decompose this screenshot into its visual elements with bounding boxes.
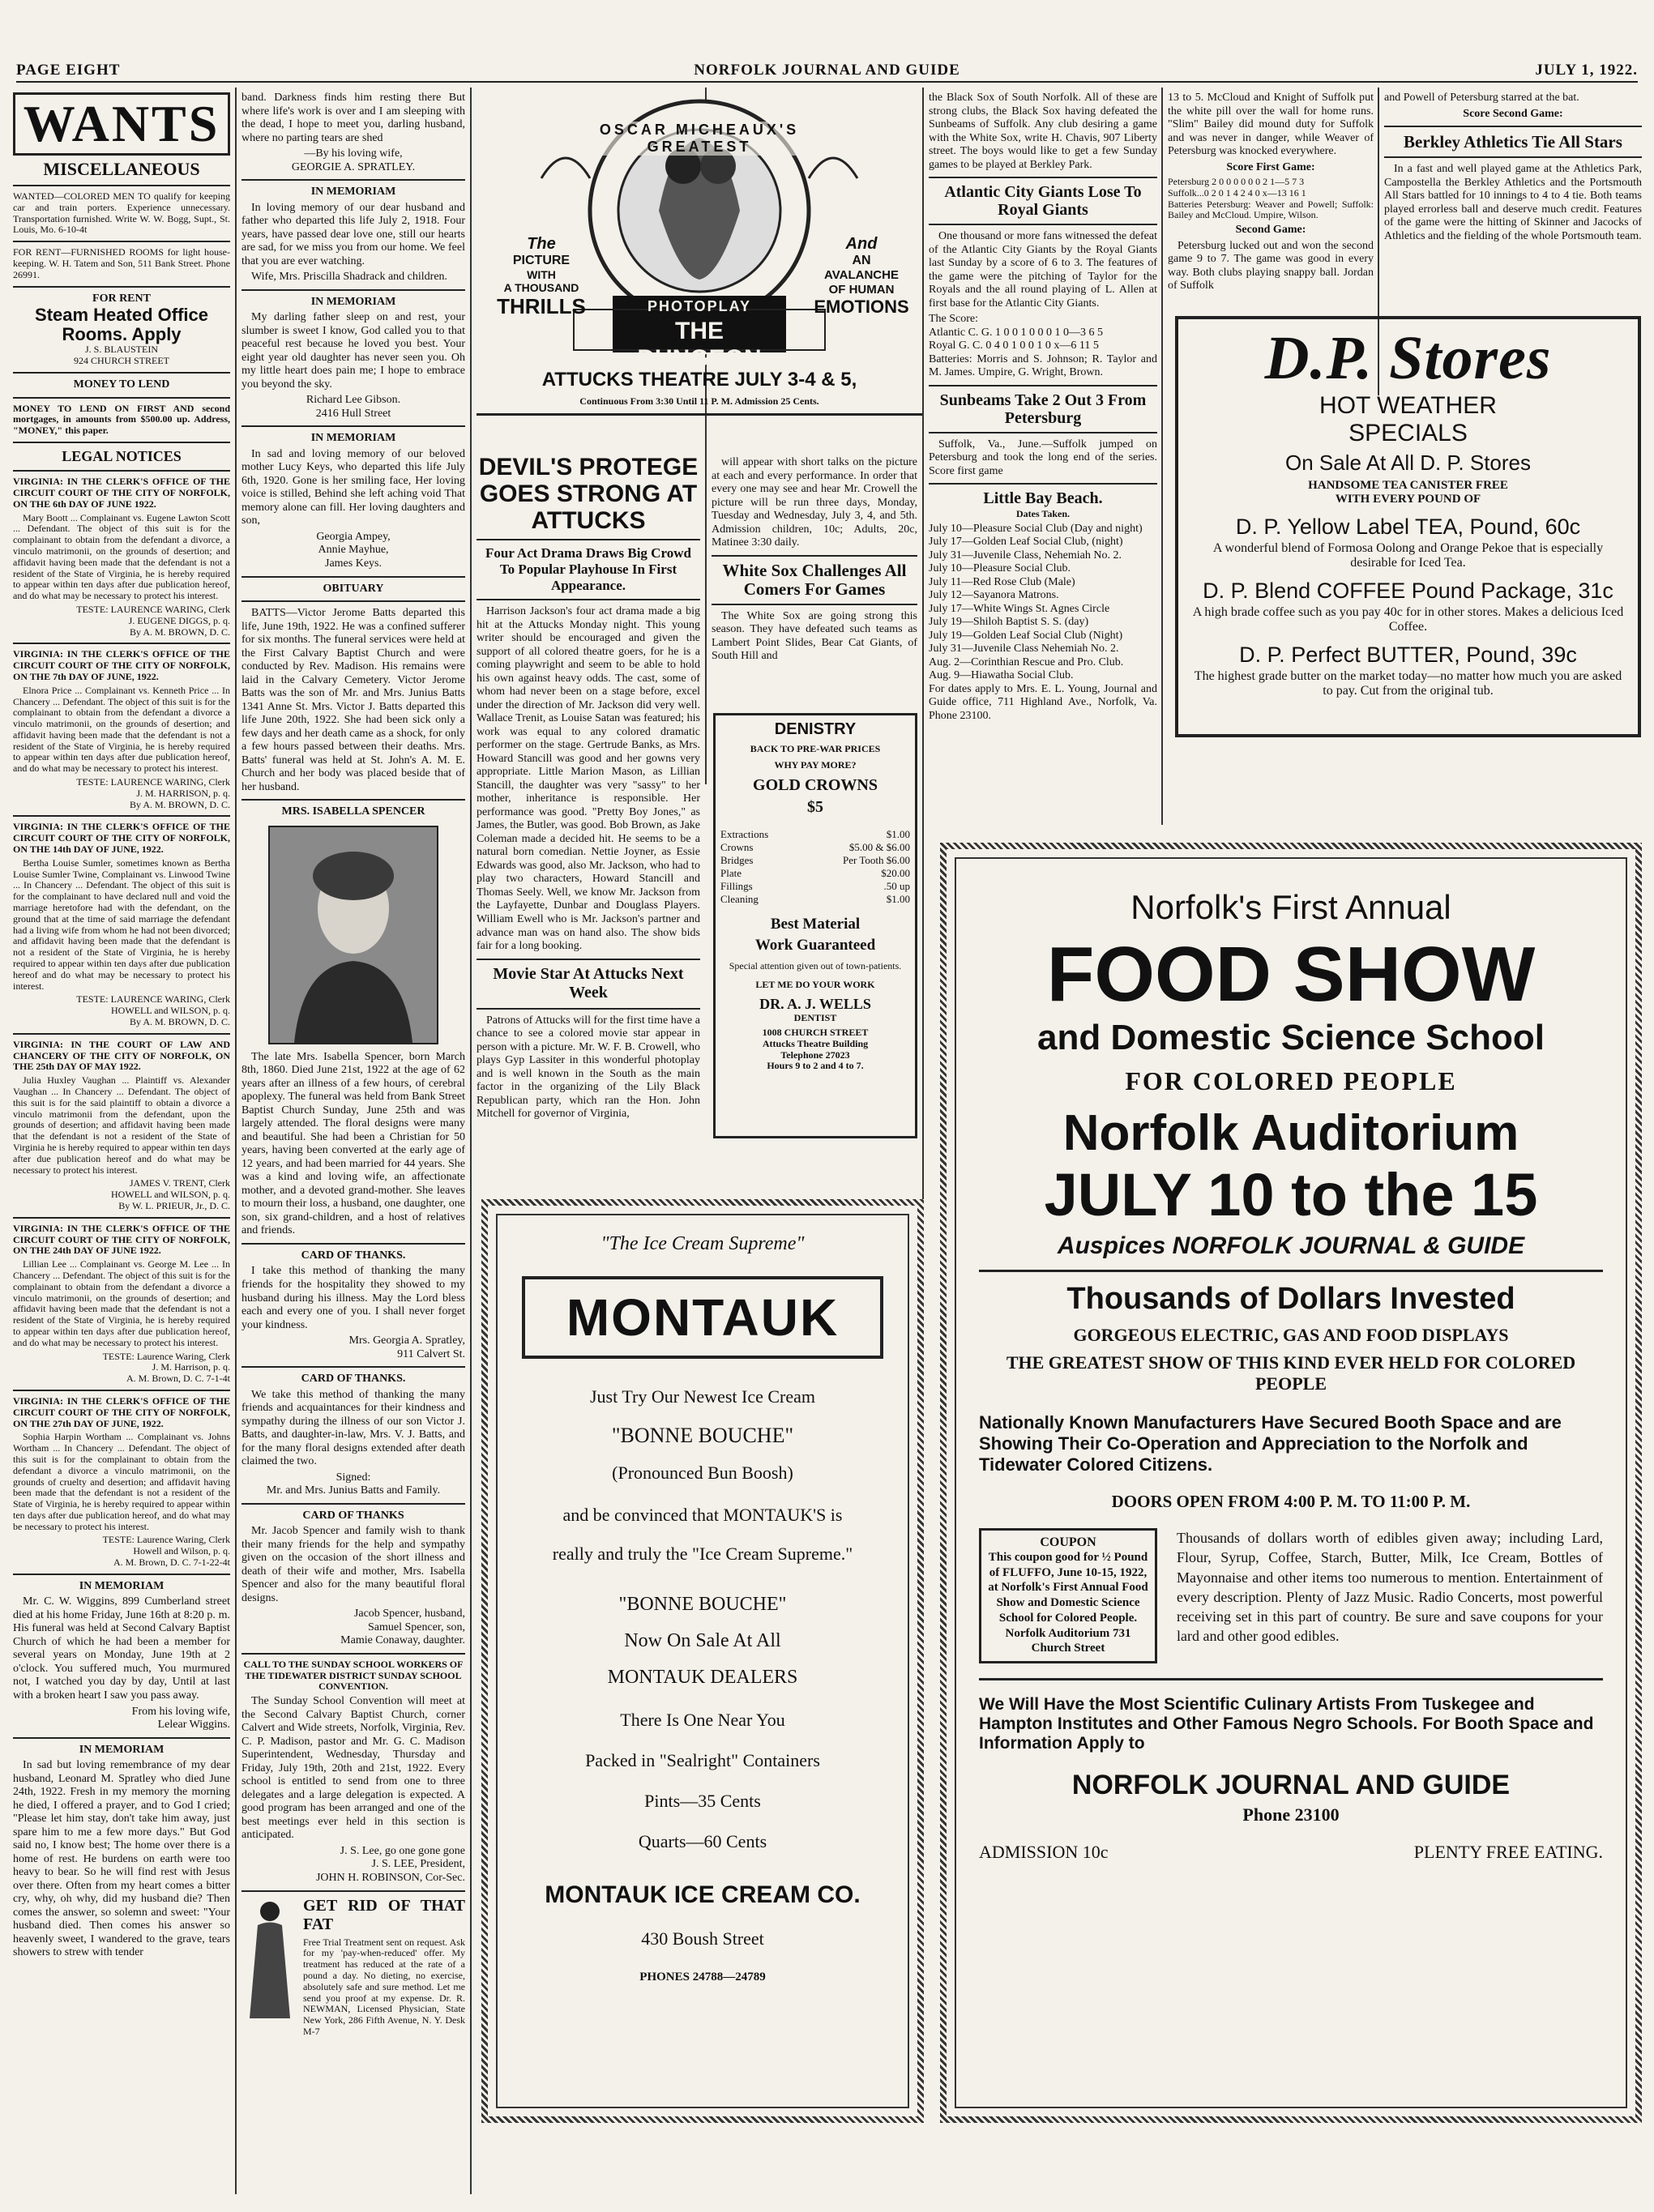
memoriam-text: In sad and loving memory of our beloved mother Lucy Keys, who departed this life July 6th, 1920. Gone is her smiling face, Her loving voice is stilled, Behind she left aching void That memory alone can fill. Her loving daughters and son, xyxy=(241,447,465,527)
theatre-dates: ATTUCKS THEATRE JULY 3-4 & 5, xyxy=(541,369,857,391)
memoriam-sig: From his loving wife, Lelear Wiggins. xyxy=(131,1705,230,1732)
column-sports-2 xyxy=(1168,89,1374,308)
legal-notice-head: VIRGINIA: IN THE CLERK'S OFFICE OF THE CIRCUIT COURT OF THE CITY OF NORFOLK, ON THE 6th DAY OF JUNE 1922. xyxy=(13,476,230,510)
memoriam-text: In loving memory of our dear husband and father who departed this life July 2, 1918. Four years, have passed dear love one, still our hearts are sad, for we miss you from our home. We feel that you are ever watching. xyxy=(241,201,465,267)
ad-line: DENTIST xyxy=(793,1012,837,1024)
coupon-row xyxy=(979,1528,1603,1663)
movie-poster xyxy=(477,89,922,450)
article-headline: DEVIL'S PROTEGE GOES STRONG AT ATTUCKS xyxy=(478,454,699,534)
card-sig: Jacob Spencer, husband, Samuel Spencer, son, Mamie Conaway, daughter. xyxy=(340,1608,465,1647)
poster-line: WITH xyxy=(527,268,556,282)
price-item: Extractions xyxy=(720,827,769,840)
ad-line: Now On Sale At All xyxy=(624,1630,781,1651)
coupon-heading: COUPON xyxy=(1040,1535,1096,1549)
column-theatre-cont xyxy=(712,454,917,713)
ad-heading: DENISTRY xyxy=(774,720,857,738)
column-obituaries xyxy=(241,89,465,2204)
event-list: July 10—Pleasure Social Club (Day and night) July 17—Golden Leaf Social Club, (night) July 31—Juvenile Class, Nehemiah No. 2. July 10—Pleasure Social Club. July 11—Red Rose Club (Male) July 12—Sayanora Matrons. July 17—White Wings St. Agnes Circle July 19—Shiloh Baptist S. S. (day) July 19—Golden Leaf Social Club (Night) July 31—Juvenile Class Nehemiah No. 2. Aug. 2—Corinthian Rescue and Pro. Club. Aug. 9—Hiawatha Social Club. For dates apply to Mrs. E. L. Young, Journal and Guide office, 711 Highland Ave., Norfolk, Va. Phone 23100. xyxy=(929,522,1157,722)
photoplay-label: PHOTOPLAY xyxy=(647,298,752,314)
dentist-ad xyxy=(713,713,917,1138)
card-text: Mr. Jacob Spencer and family wish to thank their many friends for the help and sympathy given on the occasion of the short illness and death of their wife and mother, Mrs. Isabella Spencer and also for the many beautiful floral designs. xyxy=(241,1525,465,1604)
article-text: In a fast and well played game at the Athletics Park, Campostella the Berkley Athletics and the Portsmouth All Stars battled for 10 innings to 4 to 4 tie. Both teams played errorless ball and deserve much credit. Features of the game were the hitting of Skinner and Jacocks of Athletics and the fielding of the whole Portsmouth team. xyxy=(1384,163,1642,242)
card-heading: CARD OF THANKS xyxy=(302,1509,404,1522)
memoriam-text: My darling father sleep on and rest, your slumber is sweet I know, God called you to that peaceful rest because he loved you best. Your eight year old daughter has never seen you. Oh my little heart does pain me; I hope to embrace you beyond the sky. xyxy=(241,311,465,391)
article-headline: Little Bay Beach. xyxy=(983,489,1103,508)
ad-line: MONTAUK DEALERS xyxy=(607,1667,798,1688)
legal-notice-sig: JAMES V. TRENT, Clerk HOWELL and WILSON, p. q. By W. L. PRIEUR, Jr., D. C. xyxy=(111,1177,230,1211)
product-desc: The highest grade butter on the market today—no matter how much you are asked to pay. Cut from the original tub. xyxy=(1194,669,1622,698)
price-row xyxy=(720,893,910,906)
card-sig: Signed: Mr. and Mrs. Junius Batts and Family. xyxy=(266,1471,441,1497)
event-dates: JULY 10 to the 15 xyxy=(1044,1160,1538,1228)
legal-notice-sig: TESTE: LAURENCE WARING, Clerk J. M. HARRISON, p. q. By A. M. BROWN, D. C. xyxy=(76,776,230,810)
event-title: FOOD SHOW xyxy=(1046,931,1536,1018)
legal-notice: Lillian Lee ... Complainant vs. George M. Lee ... In Chancery ... Defendant. The object of this suit is for the complainant to obtain from the defendant a divorce a vinculo matrimonii, on the grounds of desertion; and affidavit having been made that the defendant is not a resident of the State of Virginia, he is hereby required to appear within ten days after due publication hereof, and do what may be necessary to protect his interest. xyxy=(13,1258,230,1348)
ad-line: DR. A. J. WELLS xyxy=(759,996,871,1013)
poster-line: THRILLS xyxy=(497,293,586,318)
ad-line: Phone 23100 xyxy=(1242,1804,1340,1826)
legal-notice-sig: TESTE: LAURENCE WARING, Clerk HOWELL and WILSON, p. q. By A. M. BROWN, D. C. xyxy=(76,993,230,1028)
column-rule xyxy=(922,88,924,1238)
obituary-text: BATTS—Victor Jerome Batts departed this life, June 19th, 1922. He was a confined sufferer for six months. The funeral services were held at the First Calvary Baptist Church and were conducted by Rev. Madison. His remains were laid in the Calvary Cemetery. Victor Jerome Batts was the son of Mr. and Mrs. Junius Batts 1341 Anne St. Mrs. Victor J. Batts departed this life June 20th, 1922. She had been sick only a few days and her death came as a shock, for only a few hours passed between their deaths. Mrs. Batts' funeral was held at St. John's A. M. E. Church and her body was placed beside that of her husband. xyxy=(241,607,465,793)
card-sig: Mrs. Georgia A. Spratley, 911 Calvert St. xyxy=(348,1334,465,1360)
ad-line: (Pronounced Bun Boosh) xyxy=(612,1463,793,1483)
classified-ad: MONEY TO LEND ON FIRST AND second mortgages, in amounts from $500.00 up. Address, "MONEY," this paper. xyxy=(13,402,230,437)
ad-line: BACK TO PRE-WAR PRICES xyxy=(750,743,881,754)
column-sports-3 xyxy=(1384,89,1642,308)
memoriam-heading: IN MEMORIAM xyxy=(79,1579,165,1592)
paper-name: NORFOLK JOURNAL AND GUIDE xyxy=(694,62,960,79)
masthead xyxy=(16,60,1638,83)
article-headline: Atlantic City Giants Lose To Royal Giants xyxy=(944,183,1142,220)
classified-ad-title: Steam Heated Office Rooms. Apply xyxy=(35,305,208,345)
memoriam-text: Mr. C. W. Wiggins, 899 Cumberland street died at his home Friday, June 16th at 8:20 p. m. His funeral was held at Second Calvary Baptist Church of which he had been a member for several years on Monday, June 19th at 2 o'clock. You suffered much, You murmured not, I watched you day by day, Until at last with a broken heart I saw you pass away. xyxy=(13,1595,230,1702)
box-score: Petersburg 2 0 0 0 0 0 0 2 1—5 7 3 Suffolk...0 2 0 1 4 2 4 0 x—13 16 1 Batteries Petersburg: Weaver and Powell; Suffolk: Bailey and McCloud. Umpire, Wilson. xyxy=(1168,176,1374,221)
score-heading: Score First Game: xyxy=(1226,160,1315,173)
card-text: I take this method of thanking the many friends for the hospitality they showed to my husband during his illness. May the Lord bless each and every one of you. I shall never forget your kindness. xyxy=(241,1265,465,1331)
score-heading: Score Second Game: xyxy=(1463,107,1563,120)
memoriam-sig: Georgia Ampey, Annie Mayhue, James Keys. xyxy=(316,530,391,570)
article-text: The White Sox are going strong this season. They have defeated such teams as Lambert Point Slides, Bear Cat Giants, of South Hill and xyxy=(712,609,917,663)
ad-line: Thousands of Dollars Invested xyxy=(1066,1281,1515,1316)
ad-line: "BONNE BOUCHE" xyxy=(611,1424,794,1447)
card-heading: CARD OF THANKS. xyxy=(301,1249,406,1262)
poster-line: AVALANCHE xyxy=(824,268,899,283)
legal-notice: Bertha Louise Sumler, sometimes known as Bertha Louise Sumler Twine, Complainant vs. Linwood Twine ... In Chancery ... Defendant. The object of this suit is for the complainant to have declared null and void the marriage heretofore had with the defendant, on the ground that at the time of said marriage the defendant had a living wife from whom he had not been divorced; and affidavit having been made that the defendant is not a resident of the State of Virginia, he is hereby required to appear within ten days after due publication hereof and do what may be necessary to protect his interest. xyxy=(13,856,230,992)
price-table xyxy=(720,828,910,906)
price-item: Crowns xyxy=(720,840,754,853)
ad-line: We Will Have the Most Scientific Culinary Artists From Tuskegee and Hampton Institutes and Other Famous Negro Schools. For Booth Space and Information Apply to xyxy=(979,1695,1594,1753)
section-heading: MONEY TO LEND xyxy=(73,378,170,391)
price-value: Per Tooth $6.00 xyxy=(843,853,910,866)
portrait-photo xyxy=(268,826,438,1044)
ad-heading: GET RID OF THAT FAT xyxy=(303,1896,465,1934)
column-rule xyxy=(1161,88,1163,825)
coupon-text: This coupon good for ½ Pound of FLUFFO, June 10-15, 1922, at Norfolk's First Annual Food Show and Domestic Science School for Colored People. Norfolk Auditorium 731 Church Street xyxy=(988,1550,1148,1655)
free-eating: PLENTY FREE EATING. xyxy=(1413,1842,1603,1863)
column-sports xyxy=(929,89,1157,737)
poem-text: band. Darkness finds him resting there But where life's work is over and I am sleeping with the dead, I hope to meet you, darling husband, where no parting tears are shed xyxy=(241,92,465,144)
ad-line: Just Try Our Newest Ice Cream xyxy=(589,1386,816,1407)
legal-notice-head: VIRGINIA: IN THE CLERK'S OFFICE OF THE CIRCUIT COURT OF THE CITY OF NORFOLK, ON THE 14th DAY OF JUNE, 1922. xyxy=(13,821,230,856)
food-show-ad xyxy=(940,843,1642,2123)
ad-line: HANDSOME TEA CANISTER FREE xyxy=(1308,479,1508,492)
admission: ADMISSION 10c xyxy=(979,1842,1109,1863)
poster-right-text xyxy=(809,235,914,317)
column-rule xyxy=(470,88,472,2194)
giveaway-text: Thousands of dollars worth of edibles given away; including Lard, Flour, Syrup, Coffee, Starch, Butter, Milk, Ice Cream, Bottles of Mayonnaise and other items too numerous to mention. Entertainment of every description. Plenty of Jazz Music. Radio Concerts, most powerful receiving set in this part of country. Be sure and save coupons for your lard and other good edibles. xyxy=(1177,1529,1603,1645)
article-text: will appear with short talks on the picture at each and every performance. In order that every one may see and hear Mr. Crowell the picture will be run three days, Monday, Tuesday and Wednesday, July 3, 4, and 5th. Admission children, 10c; Adults, 20c, Matinee 3:30 daily. xyxy=(712,456,917,549)
ad-line: GOLD CROWNS xyxy=(753,775,878,794)
legal-notice: Julia Huxley Vaughan ... Plaintiff vs. Alexander Vaughan ... In Chancery ... Defendant. The object of this suit is for the said plaintiff to obtain a divorce a vinculo matrimonii from the defendant, upon the grounds of desertion; and affidavit having been made that the defendant is not a resident of the State of Virginia he is hereby required to appear within ten days after due publication hereof and do what may be necessary to protect his interest. xyxy=(13,1074,230,1176)
price-item: Fillings xyxy=(720,879,753,892)
score-heading: Second Game: xyxy=(1235,224,1306,237)
section-heading: LEGAL NOTICES xyxy=(62,447,182,464)
dp-logo: D.P. Stores xyxy=(1264,324,1552,392)
poster-line: A THOUSAND xyxy=(503,281,579,295)
legal-notice-sig: TESTE: Laurence Waring, Clerk Howell and Wilson, p. q. A. M. Brown, D. C. 7-1-22-4t xyxy=(102,1534,230,1569)
memoriam-text: In sad but loving remembrance of my dear husband, Leonard M. Spratley who died June 24th, 1922. Fresh in my memory the morning he died, I offered a prayer, and to God I cried; "Please let him stay, don't take him away, just spare him to me a few more days." But God said no, I know best; The home over there is a home of rest. He burdens on earth were too heavy to bear. So he will find rest with Jesus over there. Often from my heart comes a bitter cry, why, oh why, did my husband die? Then comes the answer, so solemn and sweet: "Your husband died. Then comes his answer so heavenly sweet, I wandered to the grave, tears showers to strew with tender xyxy=(13,1759,230,1959)
ad-line: LET ME DO YOUR WORK xyxy=(755,979,875,991)
ad-line: Norfolk's First Annual xyxy=(1130,888,1451,926)
column-theatre-article xyxy=(477,454,700,1199)
classified-ad: FOR RENT—FURNISHED ROOMS for light house-keeping. W. H. Tatem and Son, 511 Bank Street. Phone 26991. xyxy=(13,246,230,280)
article-text: 13 to 5. McCloud and Knight of Suffolk put the white pill over the wall for home runs. "Slim" Bailey did mound duty for Suffolk and was never in danger, while Weaver of Petersburg was knocked everywhere. xyxy=(1168,92,1374,158)
article-text: Patrons of Attucks will for the first time have a chance to see a colored movie star appear in person with a picture. Mr. W. F. B. Crowell, who plays Gyp Lassiter in this wonderful photoplay and is well known in the South as the main factor in the organizing of the Lily Black Republican party, which ran the Hon. John Mitchell for governor of Virginia, xyxy=(477,1014,700,1121)
legal-notice: Elnora Price ... Complainant vs. Kenneth Price ... In Chancery ... Defendant. The object of this suit is for the complainant to obtain from the defendant a divorce a vinculo matrimonii, on the grounds of desertion; and affidavit having been made that the defendant is not a resident of the State of Virginia, he is hereby required to appear within ten days after due publication hereof, and do what may be necessary to protect his interest. xyxy=(13,684,230,775)
article-text: Petersburg lucked out and won the second game 9 to 7. The game was good in every way. Both clubs playing snappy ball. Jordan of Suffolk xyxy=(1168,239,1374,293)
section-heading: FOR RENT xyxy=(92,292,151,305)
poster-line: OF HUMAN xyxy=(828,282,895,297)
classified-ad: WANTED—COLORED MEN TO qualify for keeping car and train porters. Experience unnecessary. Transportation furnished. Write W. W. Bogg, Supt., St. Louis, Mo. 6-10-4t xyxy=(13,190,230,236)
article-text: and Powell of Petersburg starred at the bat. xyxy=(1384,92,1579,104)
photo-caption: MRS. ISABELLA SPENCER xyxy=(281,805,425,818)
price-row xyxy=(720,867,910,880)
card-text: We take this method of thanking the many friends and acquaintances for their kindness and sympathy during the illness of our son Victor J. Batts, and daughter-in-law, Mrs. V. J. Batts, and for the many floral designs extended after death claimed the two. xyxy=(241,1388,465,1468)
legal-notice-sig: TESTE: Laurence Waring, Clerk J. M. Harrison, p. q. A. M. Brown, D. C. 7-1-4t xyxy=(102,1350,230,1385)
notice-heading: CALL TO THE SUNDAY SCHOOL WORKERS OF THE TIDEWATER DISTRICT SUNDAY SCHOOL CONVENTION. xyxy=(243,1658,464,1693)
price-row xyxy=(720,880,910,893)
product-line: D. P. Blend COFFEE Pound Package, 31c xyxy=(1203,579,1613,603)
dp-stores-ad xyxy=(1175,316,1641,737)
legal-notice-head: VIRGINIA: IN THE CLERK'S OFFICE OF THE CIRCUIT COURT OF THE CITY OF NORFOLK, ON THE 7th DAY OF JUNE, 1922. xyxy=(13,648,230,682)
classified-ad: J. S. BLAUSTEIN 924 CHURCH STREET xyxy=(73,344,169,367)
woman-figure-icon xyxy=(241,1897,298,2018)
poster-line: And xyxy=(845,235,878,253)
ad-line: HOT WEATHER xyxy=(1319,392,1497,419)
product-desc: A wonderful blend of Formosa Oolong and Orange Pekoe that is especially desirable for Iced Tea. xyxy=(1212,541,1604,570)
ad-line: NORFOLK JOURNAL AND GUIDE xyxy=(1071,1770,1511,1801)
ad-line: Best Material xyxy=(770,915,861,933)
ad-line: SPECIALS xyxy=(1348,420,1468,446)
ad-line: DOORS OPEN FROM 4:00 P. M. TO 11:00 P. M. xyxy=(1111,1491,1471,1511)
article-subhead: Four Act Drama Draws Big Crowd To Popular Playhouse In First Appearance. xyxy=(485,545,691,594)
ad-line: Nationally Known Manufacturers Have Secured Booth Space and are Showing Their Co-Operation and Appreciation to the Norfolk and Tidewater Colored Citizens. xyxy=(979,1411,1562,1475)
ad-line: and be convinced that MONTAUK'S is xyxy=(562,1505,843,1525)
price-item: Cleaning xyxy=(720,892,759,905)
column-rule xyxy=(235,88,237,2194)
memoriam-sig: Richard Lee Gibson. 2416 Hull Street xyxy=(306,394,401,420)
ad-line: Work Guaranteed xyxy=(754,936,876,954)
legal-notice-head: VIRGINIA: IN THE CLERK'S OFFICE OF THE CIRCUIT COURT OF THE CITY OF NORFOLK, ON THE 27th DAY OF JUNE, 1922. xyxy=(13,1394,230,1429)
ad-footer xyxy=(979,1842,1603,1863)
wants-heading: WANTS xyxy=(23,95,220,152)
poster-line: EMOTIONS xyxy=(814,296,909,317)
price-item: Bridges xyxy=(720,853,754,866)
price-value: .50 up xyxy=(883,879,910,892)
memoriam-heading: IN MEMORIAM xyxy=(310,295,396,308)
ad-text: Free Trial Treatment sent on request. Ask for my 'pay-when-reduced' offer. My treatment has reduced at the rate of a pound a day. No dieting, no exercise, absolutely safe and sure method. Let me send you proof at my expense. Dr. R. NEWMAN, Licensed Physician, State New York, 286 Fifth Avenue, N. Y. Desk M-7 xyxy=(303,1936,465,2038)
notice-sig: J. S. Lee, go one gone gone J. S. LEE, President, JOHN H. ROBINSON, Cor-Sec. xyxy=(315,1844,465,1884)
brand-box xyxy=(522,1276,883,1359)
company-name: MONTAUK ICE CREAM CO. xyxy=(545,1881,861,1908)
montauk-ad xyxy=(481,1199,924,2123)
article-text: the Black Sox of South Norfolk. All of these are strong clubs, the Black Sox having defeated the Sunbeams of Suffolk. Any club desiring a game with the White Sox, write H. Chavis, 907 Liberty street. The boys would like to get a few Sunday games to be played at Berkley Park. xyxy=(929,92,1157,171)
ad-line: Special attention given out of town-patients. xyxy=(729,959,902,971)
legal-notice: Mary Boott ... Complainant vs. Eugene Lawton Scott ... Defendant. The object of this suit is for the complainant to obtain from the defendant a divorce, a vinculo matrimonii, on the grounds of desertion; and affidavit having been made that the defendant is not a resident of the State of Virginia, he is hereby required to appear within ten days after due publication hereof, and do what may be necessary to protect his interest. xyxy=(13,511,230,602)
memoriam-heading: IN MEMORIAM xyxy=(310,432,396,445)
company-address: 430 Boush Street xyxy=(641,1928,764,1949)
article-text: Harrison Jackson's four act drama made a big hit at the Attucks Monday night. This young writer should be encouraged and given the support of all colored theatre goers, for he is a coming playwright and seem to be able to hold his own against heavy odds. The cast, some of whom had never been on a stage before, excel under the direction of Mr. Jackson did very well. Wallace Trenit, as Louise Satan was featured; his work was equal to any colored dramatic performer on the stage. Gertrude Banks, as Mrs. Howard Stancill was good and her gowns very appropriate. Little Marion Mason, as Lillian Stancill, the daughter was very "sassy" to her mother, inheritance is responsible. Her performance was good. "Pretty Boy Jones," as James, the Butler, was good. Bob Brown, as Jake Coleman made a decided hit. He seems to be a natural born comedian. Nettie Joyner, as Essie Edwards was good, also Mr. Jackson, who had to play two characters, Howard Stancill and Thomas Seely. Well, we know Mr. Jackson from the Layfayette, Dunbar and Douglass Players. William Ewell who is Mr. Jackson's partner and advance man was on hand also. The show bids fair for a long booking. xyxy=(477,605,700,953)
ad-line: Pints—35 Cents xyxy=(644,1791,761,1811)
legal-notice-head: VIRGINIA: IN THE CLERK'S OFFICE OF THE CIRCUIT COURT OF THE CITY OF NORFOLK, ON THE 24th DAY OF JUNE 1922. xyxy=(13,1222,230,1257)
legal-notice-sig: TESTE: LAURENCE WARING, Clerk J. EUGENE DIGGS, p. q. By A. M. BROWN, D. C. xyxy=(76,603,230,638)
ad-line: There Is One Near You xyxy=(620,1710,785,1730)
ad-line: $5 xyxy=(807,797,823,816)
poem-sig: —By his loving wife, GEORGIE A. SPRATLEY. xyxy=(291,147,416,173)
price-row xyxy=(720,828,910,841)
company-phone: PHONES 24788—24789 xyxy=(639,1971,766,1984)
price-value: $1.00 xyxy=(886,892,910,905)
price-value: $20.00 xyxy=(881,866,910,879)
coupon-box[interactable] xyxy=(979,1528,1157,1663)
poster-line: AN xyxy=(852,254,871,267)
article-headline: Sunbeams Take 2 Out 3 From Petersburg xyxy=(939,391,1147,427)
article-headline: Berkley Athletics Tie All Stars xyxy=(1404,132,1622,152)
ad-slogan: "The Ice Cream Supreme" xyxy=(600,1233,805,1254)
product-line: D. P. Yellow Label TEA, Pound, 60c xyxy=(1235,515,1581,539)
ad-line: THE GREATEST SHOW OF THIS KIND EVER HELD FOR COLORED PEOPLE xyxy=(1006,1352,1576,1394)
ad-line: and Domestic Science School xyxy=(1037,1017,1545,1057)
price-row xyxy=(720,841,910,854)
column-classifieds xyxy=(13,89,230,2204)
ad-line: WHY PAY MORE? xyxy=(774,758,857,771)
theatre-hours: Continuous From 3:30 Until 11 P. M. Admission 25 Cents. xyxy=(579,395,819,407)
ad-line: really and truly the "Ice Cream Supreme." xyxy=(552,1544,853,1564)
obituary-text: The late Mrs. Isabella Spencer, born March 8th, 1860. Died June 21st, 1922 at the age of 62 years after an illness of a few hours, of cerebral apoplexy. The funeral was held from Bank Street Baptist Church Sunday, June 25th and was largely attended. The floral designs were many and beautiful. She had been a Christian for 50 years, having been converted at the early age of 12 years, and had been married for 44 years. She was a kind and loving wife, an affectionate mother, and a devoted grand-mother. She leaves to mourn their loss, a husband, one daughter, one son, six grand-children, and a host of relatives and friends. xyxy=(241,1050,465,1237)
legal-notice-head: VIRGINIA: IN THE COURT OF LAW AND CHANCERY OF THE CITY OF NORFOLK, ON THE 25th DAY OF MAY 1922. xyxy=(13,1038,230,1073)
memoriam-heading: IN MEMORIAM xyxy=(310,186,396,199)
ad-line: On Sale At All D. P. Stores xyxy=(1284,451,1531,475)
article-headline: Movie Star At Attucks Next Week xyxy=(493,964,684,1002)
card-heading: CARD OF THANKS. xyxy=(301,1373,406,1386)
obituary-heading: OBITUARY xyxy=(323,582,384,595)
ad-line: GORGEOUS ELECTRIC, GAS AND FOOD DISPLAYS xyxy=(1073,1324,1509,1345)
box-score: The Score: Atlantic C. G. 1 0 0 1 0 0 0 1 0—3 6 5 Royal G. C. 0 4 0 1 0 0 1 0 x—6 11 5 Batteries: Morris and S. Johnson; R. Taylor and M. James. Umpire, G. Wright, Brown. xyxy=(929,313,1157,379)
page-number: PAGE EIGHT xyxy=(16,62,121,79)
price-item: Plate xyxy=(720,866,742,879)
poster-top: OSCAR MICHEAUX'S GREATEST xyxy=(599,122,800,155)
ad-line: WITH EVERY POUND OF xyxy=(1335,493,1481,506)
poster-line: PICTURE xyxy=(512,254,571,267)
fat-ad xyxy=(241,1897,465,2040)
article-subhead: Dates Taken. xyxy=(1015,507,1071,519)
legal-notice: Sophia Harpin Wortham ... Complainant vs. Johns Wortham ... In Chancery ... Defendant. The object of this suit is for the complainant to obtain from the defendant a divorce a vinculo matrimonii, on the grounds of cruelty and desertion; and affidavit having been made that the defendant is not a resident of the State of Virginia, he is hereby required to appear within ten days after due publication hereof, and do what may be necessary to protect his interest. xyxy=(13,1431,230,1532)
poster-line: The xyxy=(527,235,556,253)
ad-line: "BONNE BOUCHE" xyxy=(618,1594,787,1615)
ad-line: FOR COLORED PEOPLE xyxy=(1125,1065,1457,1095)
movie-title: THE DUNGEON xyxy=(637,318,762,372)
ad-line: 1008 CHURCH STREET Attucks Theatre Building Telephone 27023 Hours 9 to 2 and 4 to 7. xyxy=(762,1026,869,1072)
memoriam-sig: Wife, Mrs. Priscilla Shadrack and children. xyxy=(251,271,448,284)
ad-line: Auspices NORFOLK JOURNAL & GUIDE xyxy=(1057,1232,1525,1259)
article-text: One thousand or more fans witnessed the defeat of the Atlantic City Giants by the Royal Giants last Sunday by a score of 6 to 3. The features of the game were the pitching of Taylor for the Royals and the all round playing of L. Allen at first base for the Atlantic City Giants. xyxy=(929,230,1157,310)
poster-left-text xyxy=(493,235,590,318)
price-value: $5.00 & $6.00 xyxy=(848,840,910,853)
notice-text: The Sunday School Convention will meet at the Second Calvary Baptist Church, corner Calvert and Wide streets, Norfolk, Virginia, Rev. C. P. Madison, pastor and Mr. G. C. Madison Superintendent, Wednesday, Thursday and Friday, July 19th, 20th and 21st, 1922. Every school is entitled to send from one to three delegates and a large delegation is expected. A good program has been arranged and one of the best meetings ever held in this section is anticipated. xyxy=(241,1695,465,1842)
memoriam-heading: IN MEMORIAM xyxy=(79,1743,165,1756)
ad-line: Packed in "Sealright" Containers xyxy=(585,1750,820,1770)
product-desc: A high brade coffee such as you pay 40c for in other stores. Makes a delicious Iced Coffee. xyxy=(1192,605,1624,634)
section-heading: MISCELLANEOUS xyxy=(43,159,200,179)
brand-name: MONTAUK xyxy=(566,1288,840,1347)
price-value: $1.00 xyxy=(886,827,910,840)
issue-date: JULY 1, 1922. xyxy=(1535,62,1638,79)
article-text: Suffolk, Va., June.—Suffolk jumped on Petersburg and took the long end of the series. Score first game xyxy=(929,438,1157,477)
price-row xyxy=(720,854,910,867)
article-headline: White Sox Challenges All Comers For Games xyxy=(722,560,907,599)
product-line: D. P. Perfect BUTTER, Pound, 39c xyxy=(1239,643,1577,667)
ad-line: Quarts—60 Cents xyxy=(638,1831,767,1851)
event-venue: Norfolk Auditorium xyxy=(1062,1104,1519,1161)
